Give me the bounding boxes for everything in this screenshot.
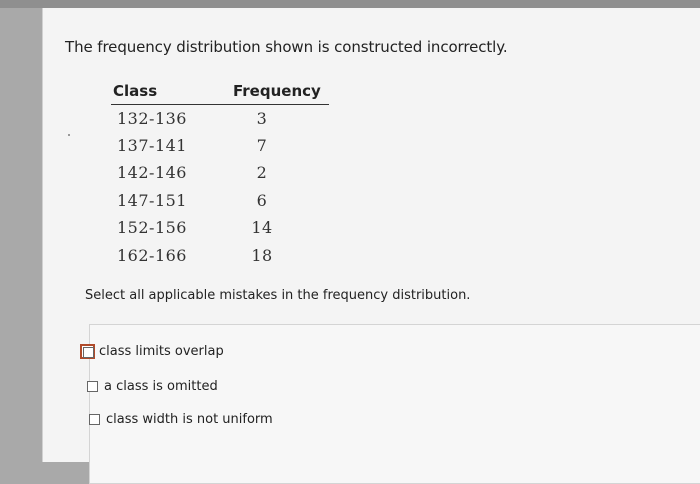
frequency-table [111, 78, 329, 269]
class-cell: 137-141 [117, 135, 187, 155]
option-class-width-not-uniform[interactable] [89, 412, 273, 427]
table-row [111, 214, 329, 242]
class-cell: 147-151 [117, 190, 187, 210]
frequency-cell: 18 [251, 245, 273, 265]
table-header-row [111, 78, 329, 104]
option-label: a class is omitted [104, 379, 218, 394]
class-cell: 142-146 [117, 163, 187, 183]
checkbox[interactable] [89, 414, 100, 425]
class-cell: 162-166 [117, 245, 187, 265]
class-column-header: Class [111, 78, 233, 104]
frequency-cell: 6 [256, 190, 268, 210]
checkbox[interactable] [80, 344, 95, 359]
frequency-cell: 2 [256, 163, 268, 183]
checkbox[interactable] [87, 381, 98, 392]
option-class-limits-overlap[interactable] [80, 344, 224, 359]
table-row [111, 104, 329, 132]
frequency-cell: 3 [256, 108, 268, 128]
table-row [111, 132, 329, 160]
question-text: The frequency distribution shown is constructed incorrectly. [65, 38, 508, 56]
frequency-cell: 7 [256, 135, 268, 155]
table-row [111, 187, 329, 215]
frequency-cell: 14 [251, 218, 273, 238]
instruction-text: Select all applicable mistakes in the frequency distribution. [85, 288, 471, 303]
class-cell: 152-156 [117, 218, 187, 238]
option-label: class limits overlap [99, 344, 224, 359]
table-row [111, 242, 329, 270]
class-cell: 132-136 [117, 108, 187, 128]
stray-dot [68, 134, 70, 136]
window-top-strip [0, 0, 700, 8]
option-label: class width is not uniform [106, 412, 273, 427]
option-class-omitted[interactable] [87, 379, 218, 394]
frequency-column-header: Frequency [233, 78, 329, 104]
table-row [111, 159, 329, 187]
